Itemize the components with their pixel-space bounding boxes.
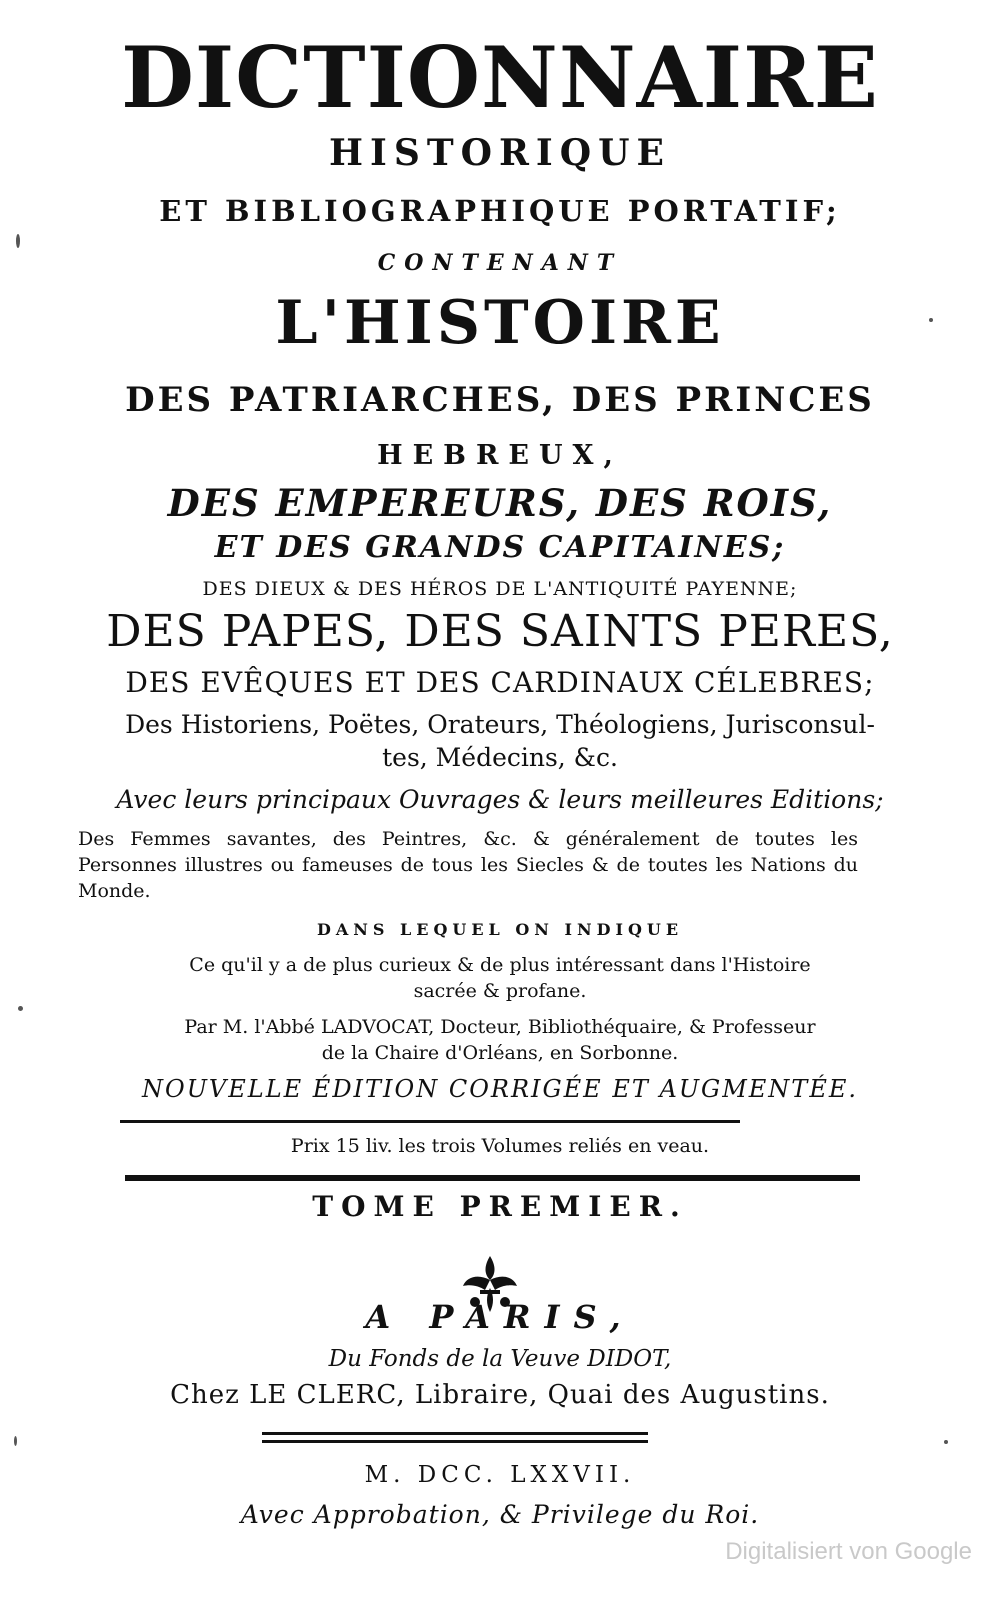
margin-speck xyxy=(14,1436,17,1446)
subject-ouvrages: Avec leurs principaux Ouvrages & leurs meilleures Editions; xyxy=(116,785,884,814)
indication-line1: Ce qu'il y a de plus curieux & de plus intéressant dans l'Histoire xyxy=(189,954,811,976)
rule-top-year-second xyxy=(262,1440,648,1443)
subject-dieux: DES DIEUX & DES HÉROS DE L'ANTIQUITÉ PAYENNE; xyxy=(202,578,798,600)
title-bibliographique: ET BIBLIOGRAPHIQUE PORTATIF; xyxy=(159,194,841,228)
rule-top-price xyxy=(120,1120,740,1123)
imprint-leclerc: Chez LE CLERC, Libraire, Quai des Augustins. xyxy=(170,1380,830,1410)
margin-speck xyxy=(929,318,933,322)
subject-capitaines: ET DES GRANDS CAPITAINES; xyxy=(214,530,786,565)
title-lhistoire: L'HISTOIRE xyxy=(275,288,725,358)
title-historique: HISTORIQUE xyxy=(329,132,671,174)
imprint-didot: Du Fonds de la Veuve DIDOT, xyxy=(328,1346,672,1372)
margin-speck xyxy=(16,234,20,248)
subject-eveques: DES EVÊQUES ET DES CARDINAUX CÉLEBRES; xyxy=(125,666,875,699)
privilege-line: Avec Approbation, & Privilege du Roi. xyxy=(240,1500,760,1529)
tome-premier: TOME PREMIER. xyxy=(312,1190,688,1223)
edition-statement: NOUVELLE ÉDITION CORRIGÉE ET AUGMENTÉE. xyxy=(142,1075,858,1103)
digitization-watermark: Digitalisiert von Google xyxy=(725,1538,972,1565)
indication-heading: DANS LEQUEL ON INDIQUE xyxy=(316,920,684,939)
subject-empereurs: DES EMPEREURS, DES ROIS, xyxy=(167,481,833,525)
margin-speck xyxy=(18,1006,23,1011)
subject-papes: DES PAPES, DES SAINTS PERES, xyxy=(106,606,894,657)
rule-bottom-price xyxy=(125,1175,860,1181)
author-line2: de la Chaire d'Orléans, en Sorbonne. xyxy=(321,1042,679,1064)
title-dictionnaire: DICTIONNAIRE xyxy=(121,28,879,127)
price-line: Prix 15 liv. les trois Volumes reliés en veau. xyxy=(290,1135,710,1157)
margin-speck xyxy=(944,1440,948,1444)
year-roman: M. DCC. LXXVII. xyxy=(364,1462,636,1488)
title-contenant: CONTENANT xyxy=(377,250,623,276)
imprint-city: A PARIS, xyxy=(365,1298,635,1336)
indication-line2: sacrée & profane. xyxy=(413,980,587,1002)
subject-patriarches: DES PATRIARCHES, DES PRINCES xyxy=(125,380,875,420)
subject-medecins: tes, Médecins, &c. xyxy=(382,743,618,772)
subject-hebreux: HEBREUX, xyxy=(377,440,623,471)
rule-top-year xyxy=(262,1432,648,1435)
author-line1: Par M. l'Abbé LADVOCAT, Docteur, Bibliothéquaire, & Professeur xyxy=(184,1016,816,1038)
subject-femmes-paragraph: Des Femmes savantes, des Peintres, &c. & généralement de toutes les Personnes illustres ou fameuses de tous les Siecles & de toutes les Nations du Monde. xyxy=(78,828,858,902)
subject-historiens: Des Historiens, Poëtes, Orateurs, Théologiens, Jurisconsul- xyxy=(125,710,875,739)
